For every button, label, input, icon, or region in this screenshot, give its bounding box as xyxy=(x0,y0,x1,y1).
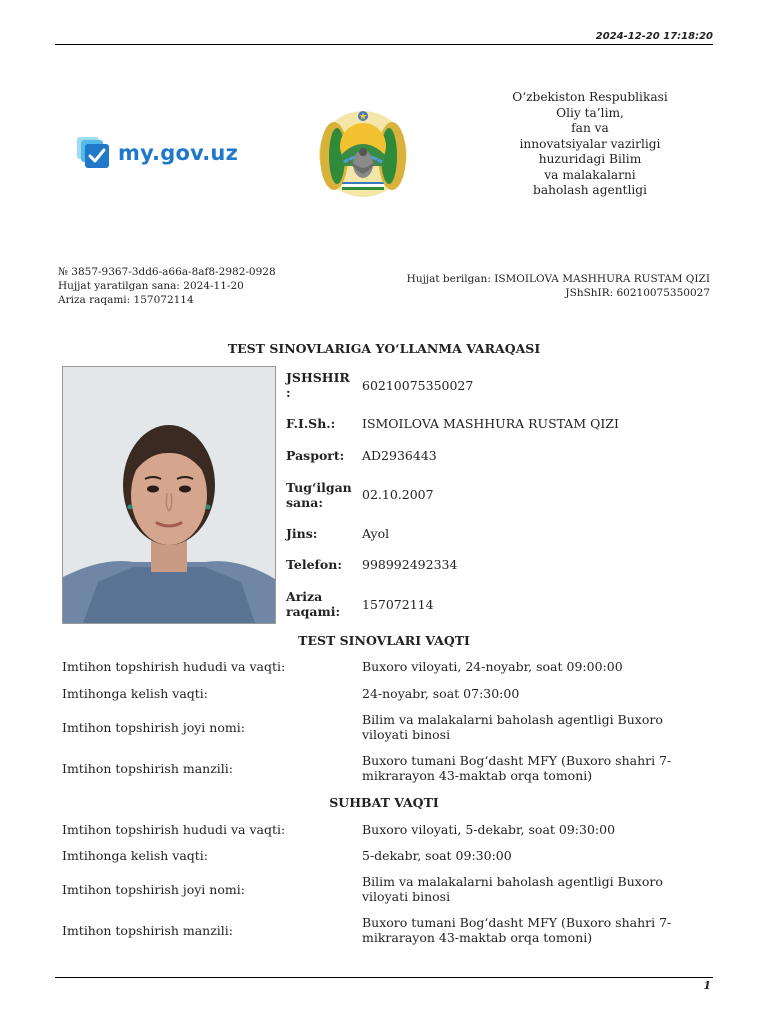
issued-to: Hujjat berilgan: ISMOILOVA MASHHURA RUSTAM QIZI xyxy=(406,273,710,285)
document-number: № 3857-9367-3dd6-a66a-8af8-2982-0928 xyxy=(58,266,276,278)
interview-row-label: Imtihonga kelish vaqti: xyxy=(62,848,209,863)
test-row-label: Imtihonga kelish vaqti: xyxy=(62,686,209,701)
agency-line: baholash agentligi xyxy=(533,183,647,197)
test-row-value: 24-noyabr, soat 07:30:00 xyxy=(362,686,520,701)
field-value-gender: Ayol xyxy=(362,526,390,541)
agency-name xyxy=(490,90,690,199)
mygov-logo xyxy=(76,136,238,170)
field-value-application: 157072114 xyxy=(362,597,434,612)
document-created-date: Hujjat yaratilgan sana: 2024-11-20 xyxy=(58,280,244,292)
field-value-phone: 998992492334 xyxy=(362,557,458,572)
field-value-fish: ISMOILOVA MASHHURA RUSTAM QIZI xyxy=(362,416,619,431)
test-section-heading: TEST SINOVLARI VAQTI xyxy=(298,633,470,648)
field-value-birth-date: 02.10.2007 xyxy=(362,487,434,502)
document-title: TEST SINOVLARIGA YO‘LLANMA VARAQASI xyxy=(227,341,541,356)
agency-line: huzuridagi Bilim xyxy=(538,152,642,166)
bottom-rule xyxy=(55,977,713,978)
interview-row-value: Buxoro tumani Bog‘dasht MFY (Buxoro shahri 7-mikrarayon 43-maktab orqa tomoni) xyxy=(362,915,672,945)
application-number: Ariza raqami: 157072114 xyxy=(58,294,194,306)
test-row-label: Imtihon topshirish joyi nomi: xyxy=(62,720,245,735)
field-label-phone: Telefon: xyxy=(286,557,342,572)
field-value-jshshir: 60210075350027 xyxy=(362,378,474,393)
test-row-label: Imtihon topshirish hududi va vaqti: xyxy=(62,659,286,674)
issued-to-jshshir: JShShIR: 60210075350027 xyxy=(565,287,710,299)
applicant-portrait-icon xyxy=(63,367,275,623)
issued-to-meta xyxy=(407,272,710,300)
timestamp: 2024-12-20 17:18:20 xyxy=(595,31,713,42)
interview-row-label: Imtihon topshirish manzili: xyxy=(62,923,233,938)
test-row-value: Buxoro tumani Bog‘dasht MFY (Buxoro shahri 7-mikrarayon 43-maktab orqa tomoni) xyxy=(362,753,672,783)
agency-line: va malakalarni xyxy=(544,167,636,182)
page-number: 1 xyxy=(703,979,711,992)
field-value-passport: AD2936443 xyxy=(362,448,437,463)
interview-row-value: Bilim va malakalarni baholash agentligi Buxoro viloyati binosi xyxy=(362,874,663,904)
test-row-value: Buxoro viloyati, 24-noyabr, soat 09:00:00 xyxy=(362,659,623,674)
state-emblem-icon xyxy=(314,104,412,200)
applicant-photo xyxy=(62,366,276,624)
field-label-application: Ariza raqami: xyxy=(286,589,341,619)
test-row-label: Imtihon topshirish manzili: xyxy=(62,761,233,776)
interview-row-value: Buxoro viloyati, 5-dekabr, soat 09:30:00 xyxy=(362,822,616,837)
field-label-fish: F.I.Sh.: xyxy=(286,416,336,431)
agency-line: fan va xyxy=(571,121,609,135)
field-label-birth-date: Tug‘ilgan sana: xyxy=(286,480,352,510)
interview-row-label: Imtihon topshirish hududi va vaqti: xyxy=(62,822,286,837)
agency-line: O‘zbekiston Respublikasi xyxy=(512,90,668,104)
field-label-gender: Jins: xyxy=(286,526,318,541)
interview-section-heading: SUHBAT VAQTI xyxy=(329,795,439,810)
agency-line: Oliy ta’lim, xyxy=(556,105,624,120)
mygov-check-icon xyxy=(76,136,112,170)
document-meta xyxy=(58,265,276,307)
mygov-logo-text: my.gov.uz xyxy=(118,141,239,165)
top-rule xyxy=(55,44,713,45)
field-label-passport: Pasport: xyxy=(286,448,345,463)
field-label-jshshir: JSHSHIR : xyxy=(286,370,350,400)
interview-row-value: 5-dekabr, soat 09:30:00 xyxy=(362,848,512,863)
agency-line: innovatsiyalar vazirligi xyxy=(519,136,661,151)
interview-row-label: Imtihon topshirish joyi nomi: xyxy=(62,882,245,897)
test-row-value: Bilim va malakalarni baholash agentligi Buxoro viloyati binosi xyxy=(362,712,663,742)
